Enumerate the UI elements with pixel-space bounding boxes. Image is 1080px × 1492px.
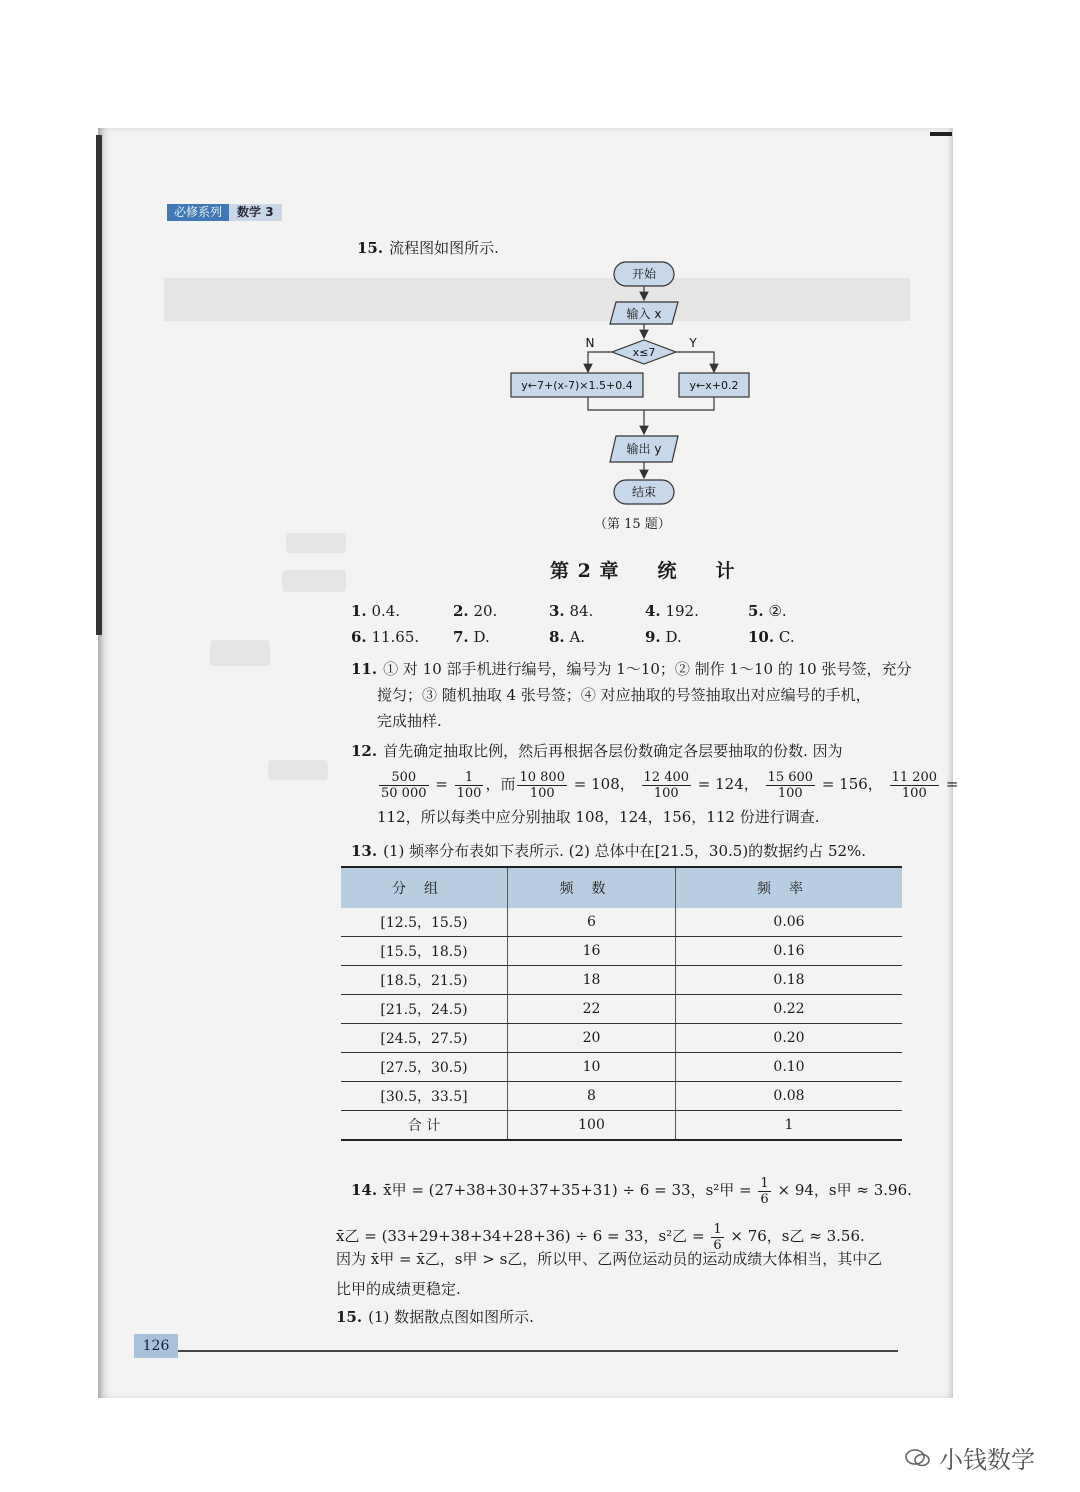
q12-line-1: 首先确定抽取比例，然后再根据各层份数确定各层要抽取的份数. 因为	[383, 742, 843, 760]
footer-rule	[178, 1350, 898, 1352]
table-cell: 0.10	[676, 1053, 903, 1082]
q11-block: 11. ① 对 10 部手机进行编号，编号为 1～10；② 制作 1～10 的 10 张号签，充分 搅匀；③ 随机抽取 4 张号签；④ 对应抽取的号签抽取出对应编号的手机， 完成抽样.	[351, 656, 911, 734]
q13-line: 13. (1) 频率分布表如下表所示. (2) 总体中在[21.5，30.5)的数据约占 52%.	[351, 842, 867, 860]
answer-item: 10. C.	[748, 628, 795, 646]
table-row	[341, 995, 902, 1024]
table-header-cell: 分组	[341, 867, 508, 908]
watermark	[905, 1440, 1035, 1475]
flow-no-branch-label: y←7+(x-7)×1.5+0.4	[521, 379, 633, 392]
table-cell: [30.5，33.5]	[341, 1082, 508, 1111]
q12-line-3: 112，所以每类中应分别抽取 108，124，156，112 份进行调查.	[377, 808, 820, 826]
table-cell: 0.22	[676, 995, 903, 1024]
table-total-row	[341, 1111, 902, 1141]
bleed-through-shape	[210, 640, 270, 666]
table-cell: 0.08	[676, 1082, 903, 1111]
flow-yes-label: Y	[689, 336, 697, 350]
q14-line-3: 因为 x̄甲 = x̄乙，s甲 > s乙，所以甲、乙两位运动员的运动成绩大体相当，其中乙	[336, 1250, 883, 1268]
table-cell: [27.5，30.5)	[341, 1053, 508, 1082]
q11-line-3: 完成抽样.	[377, 712, 442, 730]
answer-item: 4. 192.	[645, 602, 699, 620]
q14-line-1: 14. x̄甲 = (27+38+30+37+35+31) ÷ 6 = 33，s²甲 = $\frac{1}{6}$ × 94，s甲 ≈ 3.96.	[351, 1175, 912, 1207]
subject-label: 数学 3	[229, 204, 282, 221]
answer-item: 7. D.	[453, 628, 490, 646]
flow-input-label: 输入 x	[626, 307, 662, 321]
q14-line-2: x̄乙 = (33+29+38+34+28+36) ÷ 6 = 33，s²乙 = $\frac{1}{6}$ × 76，s乙 ≈ 3.56.	[336, 1221, 865, 1253]
table-cell: [18.5，21.5)	[341, 966, 508, 995]
fraction: $\frac{1}{6}$	[760, 1175, 769, 1207]
answer-item: 9. D.	[645, 628, 682, 646]
table-row	[341, 1053, 902, 1082]
frequency-table	[341, 866, 902, 1141]
q13-text: (1) 频率分布表如下表所示. (2) 总体中在[21.5，30.5)的数据约占 52%.	[383, 842, 867, 860]
table-cell: [15.5，18.5)	[341, 937, 508, 966]
binding-edge	[96, 135, 102, 635]
flow-no-label: N	[585, 336, 595, 350]
chapter-title-a: 统	[657, 560, 678, 582]
table-row	[341, 1082, 902, 1111]
question-text: 流程图如图所示.	[389, 239, 499, 257]
flowchart	[500, 256, 770, 516]
table-cell: 16	[508, 937, 676, 966]
table-cell: 0.18	[676, 966, 903, 995]
answer-item: 2. 20.	[453, 602, 498, 620]
fraction: $\frac{500}{50 000}$	[381, 769, 427, 801]
flow-end-label: 结束	[631, 485, 657, 499]
q12-line-2: $\frac{500}{50 000}$ = $\frac{1}{100}$ ，而 $\frac{10 800}{100}$ = 108， $\frac{12 400}{100}$ = 124， $\frac{15 600}{100}$ = 156， $\frac{11 200}{100}$ =	[381, 769, 959, 801]
table-cell: 18	[508, 966, 676, 995]
table-cell: 0.20	[676, 1024, 903, 1053]
table-row	[341, 908, 902, 937]
chapter-title-b: 计	[715, 560, 736, 582]
watermark-text: 小钱数学	[939, 1446, 1035, 1474]
bleed-through-shape	[282, 570, 346, 592]
series-label: 必修系列	[167, 204, 229, 221]
answer-item: 3. 84.	[549, 602, 594, 620]
table-row	[341, 1024, 902, 1053]
flow-yes-branch-label: y←x+0.2	[689, 379, 739, 392]
table-cell: 10	[508, 1053, 676, 1082]
q15-bottom-line: 15. (1) 数据散点图如图所示.	[336, 1308, 534, 1326]
chapter-prefix: 第 2 章	[550, 560, 620, 582]
fraction: $\frac{10 800}{100}$	[519, 769, 565, 801]
table-cell: [21.5，24.5)	[341, 995, 508, 1024]
table-header-row	[341, 867, 902, 908]
fraction: $\frac{15 600}{100}$	[767, 769, 814, 801]
q15-top-line	[357, 238, 499, 258]
q11-line-2: 搅匀；③ 随机抽取 4 张号签；④ 对应抽取的号签抽取出对应编号的手机，	[377, 686, 871, 704]
answer-item: 8. A.	[549, 628, 586, 646]
chapter-title	[550, 556, 735, 583]
flow-start-label: 开始	[631, 267, 657, 281]
answer-item: 5. ②.	[748, 602, 787, 620]
table-cell: 100	[508, 1111, 676, 1141]
q12-block: 12. 首先确定抽取比例，然后再根据各层份数确定各层要抽取的份数. 因为 $\frac{500}{50 000}$ = $\frac{1}{100}$ ，而 $\frac{10 800}{100}$ = 108， $\frac{12 400}{100}$ = 124， $\frac{15 600}{100}$ = 156， $\frac{11 200}{100}$ = 112，所以每类中应分别抽取 108，124，156，112 份进行调查.	[351, 738, 958, 830]
table-header-cell: 频数	[508, 867, 676, 908]
table-row	[341, 937, 902, 966]
table-cell: 0.06	[676, 908, 903, 937]
fraction: $\frac{1}{6}$	[713, 1221, 722, 1253]
q11-line-1: ① 对 10 部手机进行编号，编号为 1～10；② 制作 1～10 的 10 张号签，充分	[383, 660, 912, 678]
flow-condition-label: x≤7	[632, 346, 656, 359]
page-number: 126	[134, 1334, 178, 1358]
answer-item: 6. 11.65.	[351, 628, 420, 646]
table-cell: 1	[676, 1111, 903, 1141]
bleed-through-shape	[268, 760, 328, 780]
table-header-cell: 频率	[676, 867, 903, 908]
table-cell: 6	[508, 908, 676, 937]
flow-output-label: 输出 y	[626, 442, 662, 456]
table-cell: 合 计	[341, 1111, 508, 1141]
flow-caption: （第 15 题）	[594, 517, 671, 532]
table-cell: 0.16	[676, 937, 903, 966]
q14-line-4: 比甲的成绩更稳定.	[336, 1280, 461, 1298]
table-cell: [12.5，15.5)	[341, 908, 508, 937]
wechat-icon	[905, 1449, 931, 1467]
question-number: 15.	[357, 239, 384, 257]
table-cell: 22	[508, 995, 676, 1024]
table-cell: [24.5，27.5)	[341, 1024, 508, 1053]
table-cell: 20	[508, 1024, 676, 1053]
fraction: $\frac{11 200}{100}$	[891, 769, 938, 801]
table-cell: 8	[508, 1082, 676, 1111]
header-tag	[167, 204, 282, 221]
fraction: $\frac{1}{100}$	[456, 769, 482, 801]
answer-item: 1. 0.4.	[351, 602, 401, 620]
fraction: $\frac{12 400}{100}$	[643, 769, 690, 801]
bleed-through-shape	[286, 533, 346, 553]
corner-mark	[930, 132, 952, 136]
table-row	[341, 966, 902, 995]
